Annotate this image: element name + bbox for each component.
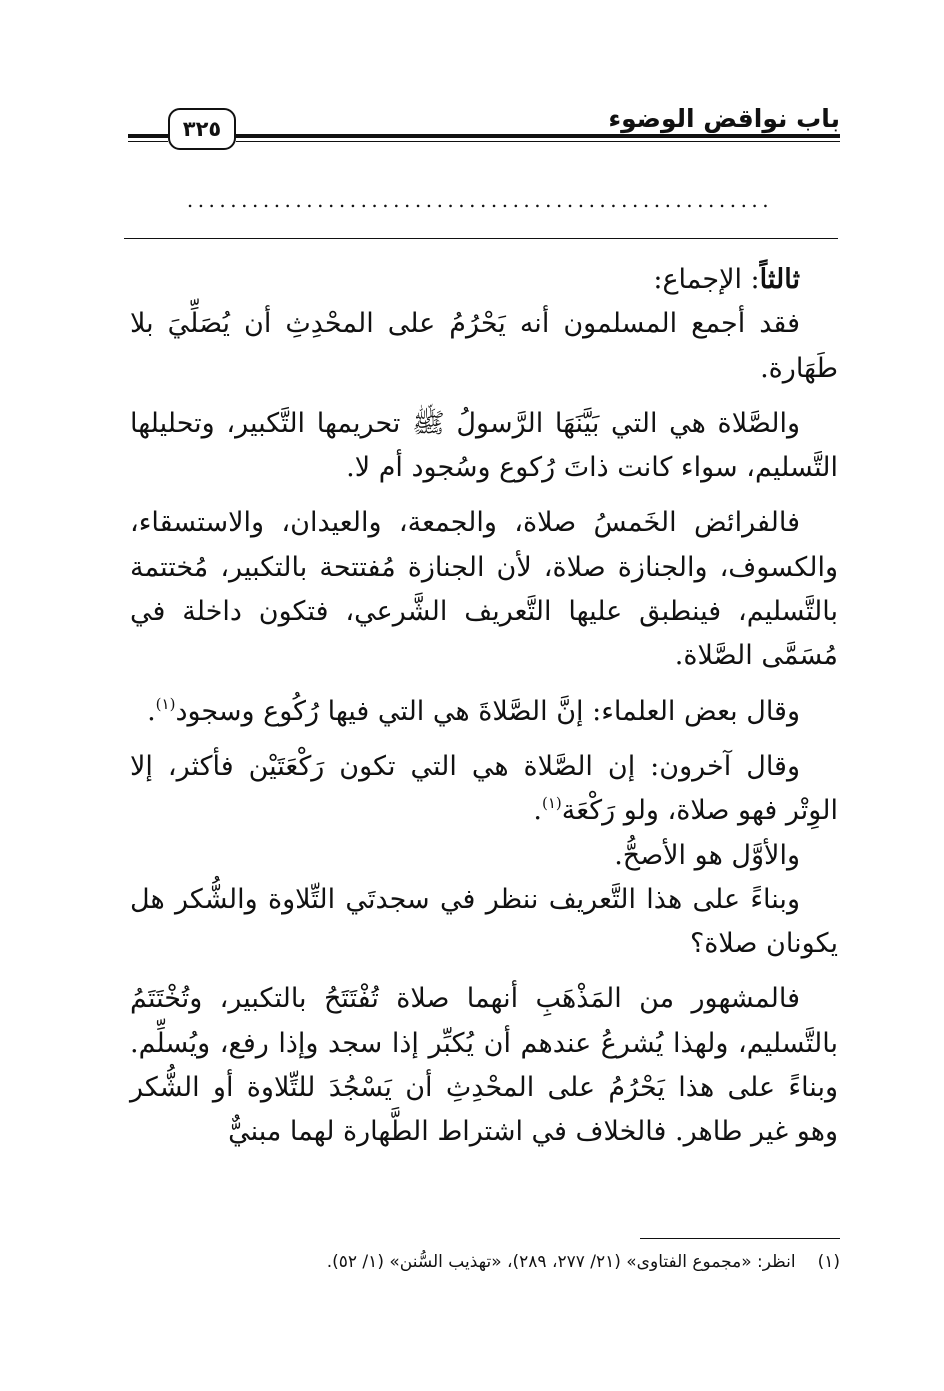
paragraph: والصَّلاة هي التي بَيَّنَهَا الرَّسولُ ﷺ تحريمها التَّكبير، وتحليلها التَّسليم، سواء كانت ذاتَ رُكوع وسُجود أم لا.	[130, 407, 838, 484]
separator-rule	[124, 238, 838, 239]
paragraph: فالمشهور من المَذْهَبِ أنهما صلاة تُفْتَتَحُ بالتكبير، وتُخْتَتَمُ بالتَّسليم، ولهذا يُشرعُ عندهم أن يُكبِّر إذا سجد وإذا رفع، ويُسلِّم. وبناءً على هذا يَحْرُمُ على المحْدِثِ أن يَسْجُدَ للتِّلاوة أو الشُّكر وهو غير طاهر. فالخلاف في اشتراط الطَّهارة لهما مبنيٌّ	[130, 983, 838, 1148]
paragraph-end: .	[147, 695, 156, 727]
page-number: ٣٢٥	[168, 108, 236, 150]
omission-dots: ......................................................	[186, 188, 774, 212]
paragraph: فقد أجمع المسلمون أنه يَحْرُمُ على المحْدِثِ أن يُصَلِّيَ بلا طَهَارة.	[130, 308, 838, 384]
paragraph-heading	[130, 258, 838, 302]
chapter-title: باب نواقض الوضوء	[608, 104, 840, 133]
section-heading-rest: : الإجماع:	[653, 264, 760, 295]
footnote-text: انظر: «مجموع الفتاوى» (٢١/ ٢٧٧، ٢٨٩)، «تهذيب السُّنن» (١/ ٥٢).	[326, 1252, 796, 1272]
footnote-rule	[640, 1238, 840, 1239]
header-rule-short	[128, 134, 168, 142]
footnote-marker: (١)	[155, 694, 176, 713]
section-lead: ثالثاً	[759, 264, 800, 295]
header-rule	[236, 134, 840, 142]
paragraph: فالفرائض الخَمسُ صلاة، والجمعة، والعيدان، والاستسقاء، والكسوف، والجنازة صلاة، لأن الجنازة مُفتتحة بالتكبير، مُختتمة بالتَّسليم، فينطبق عليها التَّعريف الشَّرعي، فتكون داخلة في مُسَمَّى الصَّلاة.	[130, 507, 838, 672]
paragraph-end: .	[533, 795, 542, 827]
paragraph-text: وقال آخرون: إن الصَّلاة هي التي تكون رَكْعَتَيْن فأكثر، إلا الوِتْر فهو صلاة، ولو رَكْعَة	[130, 750, 838, 827]
footnote-number: (١)	[817, 1252, 840, 1272]
footnote-marker: (١)	[541, 794, 562, 813]
paragraph: وبناءً على هذا التَّعريف ننظر في سجدتَي التِّلاوة والشُّكر هل يكونان صلاة؟	[130, 883, 838, 960]
main-text	[130, 258, 838, 1155]
paragraph: والأوَّل هو الأصحُّ.	[614, 839, 800, 871]
footnote	[327, 1252, 840, 1272]
page-header	[128, 100, 840, 160]
paragraph	[130, 690, 838, 734]
paragraph	[130, 745, 838, 834]
paragraph-text: وقال بعض العلماء: إنَّ الصَّلاةَ هي التي فيها رُكُوع وسجود	[175, 695, 800, 727]
